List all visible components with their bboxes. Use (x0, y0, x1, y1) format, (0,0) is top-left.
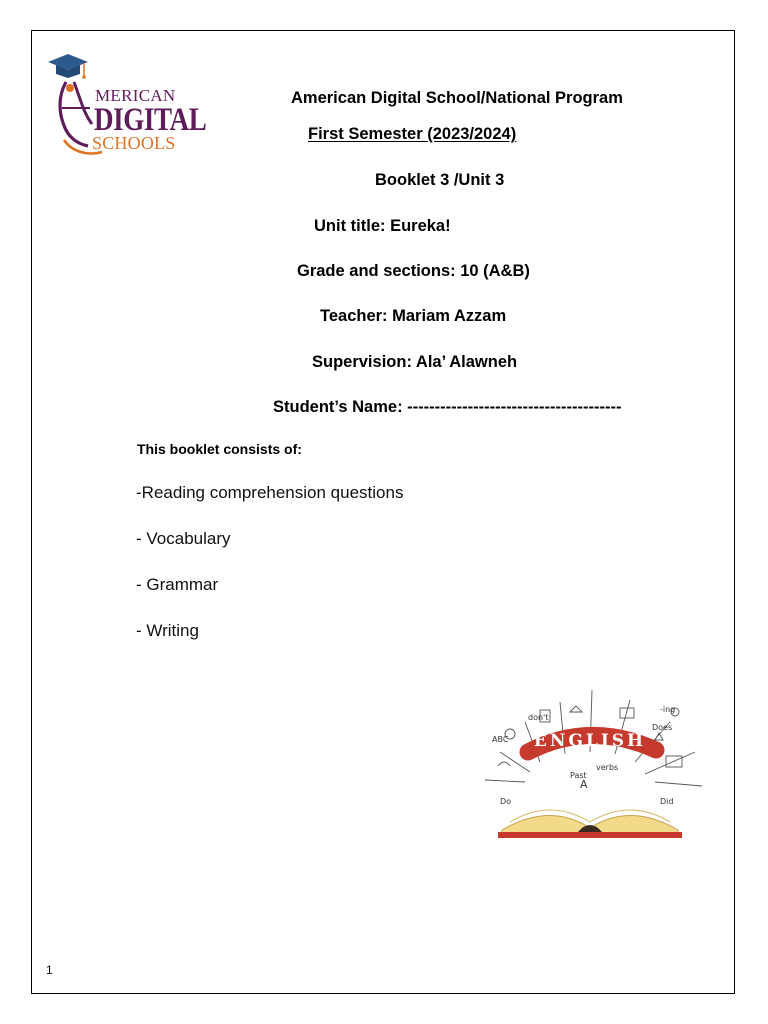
semester-title: First Semester (2023/2024) (308, 125, 517, 143)
logo-text-schools: SCHOOLS (92, 133, 176, 153)
contents-item-grammar: - Grammar (136, 575, 219, 594)
doodle-word-does: Does (652, 723, 673, 732)
student-name-field: Student’s Name: --------------------------------------- (273, 398, 622, 416)
doodle-word-a: A (580, 778, 588, 791)
contents-heading: This booklet consists of: (137, 441, 302, 457)
doodle-word-ing: -ing (660, 705, 676, 714)
logo-text-american: MERICAN (95, 86, 176, 105)
graduation-cap-icon (48, 54, 88, 79)
contents-item-reading: -Reading comprehension questions (136, 483, 404, 502)
doodle-word-verbs: verbs (596, 763, 619, 772)
grade-sections: Grade and sections: 10 (A&B) (297, 262, 530, 280)
booklet-unit: Booklet 3 /Unit 3 (375, 171, 505, 189)
english-banner-word: ENGLISH (533, 731, 647, 751)
doodle-word-past: Past (570, 771, 587, 780)
unit-title: Unit title: Eureka! (314, 217, 451, 235)
doodle-word-did: Did (660, 797, 674, 806)
supervision-name: Supervision: Ala’ Alawneh (312, 353, 518, 371)
school-program-title: American Digital School/National Program (291, 89, 623, 107)
teacher-name: Teacher: Mariam Azzam (320, 307, 507, 325)
doodle-word-abc: ABC (492, 735, 509, 744)
open-book-icon (498, 810, 682, 838)
logo-text-digital: DIGITAL (94, 102, 207, 138)
english-book-illustration (470, 682, 710, 842)
contents-item-writing: - Writing (136, 621, 199, 640)
page-number: 1 (46, 963, 53, 977)
doodle-word-do: Do (500, 797, 512, 806)
english-banner (528, 731, 656, 752)
contents-item-vocabulary: - Vocabulary (136, 529, 231, 548)
doodle-word-dont: don't (528, 713, 549, 722)
